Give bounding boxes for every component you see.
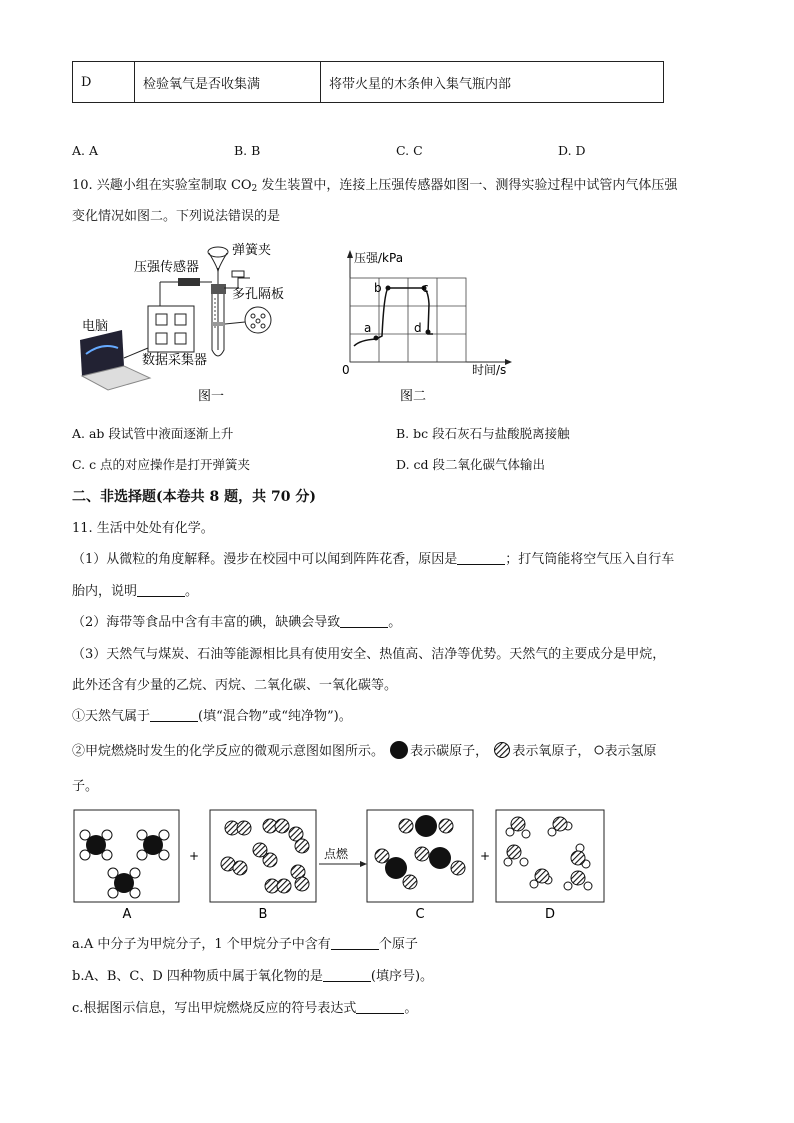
text: 个原子 [378, 937, 418, 952]
q11-sub-b [72, 965, 433, 984]
q10-option-b: B. bc 段石灰石与盐酸脱离接触 [396, 426, 570, 441]
point-label: b [374, 281, 382, 295]
plus-sign: + [189, 849, 200, 863]
label-sensor: 压强传感器 [134, 260, 200, 275]
q10-option-c: C. c 点的对应操作是打开弹簧夹 [72, 457, 251, 472]
q9-option-b: B. B [234, 143, 261, 158]
data-collector [148, 306, 194, 352]
box-label: C [415, 907, 425, 922]
reaction-diagram [72, 806, 612, 924]
text: 。 [185, 584, 199, 599]
answer-blank[interactable] [150, 709, 198, 722]
text: ；打气筒能将空气压入自行车 [505, 552, 675, 567]
label-plate: 多孔隔板 [232, 287, 285, 302]
q11-part3-line1: （3）天然气与煤炭、石油等能源相比具有使用安全、热值高、洁净等优势。天然气的主要成分是甲烷， [72, 647, 666, 662]
text: 表示碳原子， [410, 744, 489, 759]
porous-plate [212, 322, 224, 326]
answer-blank[interactable] [340, 615, 388, 628]
q10-option-a: A. ab 段试管中液面逐渐上升 [72, 426, 234, 441]
q9-option-d: D. D [558, 143, 586, 158]
text: 。 [404, 1001, 418, 1016]
q11-sub2-line1 [72, 740, 656, 759]
y-axis-label: 压强/kPa [354, 251, 404, 265]
point-label: c [422, 281, 429, 295]
answer-blank[interactable] [457, 552, 505, 565]
label-computer: 电脑 [82, 319, 109, 334]
point-label: d [414, 321, 422, 335]
text: a.A 中分子为甲烷分子，1 个甲烷分子中含有 [72, 937, 331, 952]
spring-clip [232, 271, 244, 277]
q10-stem-text: 发生装置中，连接上压强传感器如图一、测得实验过程中试管内气体压强 [257, 178, 678, 193]
box-label: B [258, 907, 268, 922]
figure-1-caption: 图一 [198, 389, 225, 404]
q9-option-c: C. C [396, 143, 423, 158]
table-cell: 将带火星的木条伸入集气瓶内部 [321, 62, 664, 103]
porous-plate-inset [245, 307, 271, 333]
arrow-label: 点燃 [324, 847, 349, 861]
box-label: A [122, 907, 132, 922]
table-cell: D [73, 62, 135, 103]
point-a [374, 336, 379, 341]
pointer-line [225, 322, 245, 324]
text: 表示氢原 [604, 744, 657, 759]
point-label: a [364, 321, 372, 335]
q10-stem-line2: 变化情况如图二。下列说法错误的是 [72, 209, 281, 224]
q11-part1-line1 [72, 548, 674, 567]
text: (填“混合物”或“纯净物”)。 [198, 709, 352, 724]
q10-option-d: D. cd 段二氧化碳气体输出 [396, 457, 545, 472]
point-d [426, 330, 431, 335]
q9-option-a: A. A [72, 143, 99, 158]
figure-2-graph [330, 244, 520, 408]
oxygen-atom-icon [492, 741, 512, 759]
text: 。 [388, 615, 402, 630]
pressure-curve [354, 288, 433, 346]
rubber-stopper [211, 284, 226, 294]
point-b [386, 286, 391, 291]
answer-blank[interactable] [137, 584, 185, 597]
q10-stem-line1 [72, 174, 677, 194]
text: b.A、B、C、D 四种物质中属于氧化物的是 [72, 969, 323, 984]
q11-sub-a [72, 933, 418, 952]
hydrogen-atom-icon [594, 744, 604, 756]
answer-blank[interactable] [356, 1001, 404, 1014]
arrow-head [360, 861, 367, 867]
answer-blank[interactable] [331, 937, 379, 950]
text: ①天然气属于 [72, 709, 151, 724]
text: （2）海带等食品中含有丰富的碘，缺碘会导致 [72, 615, 341, 630]
q11-part3-line2: 此外还含有少量的乙烷、丙烷、二氧化碳、一氧化碳等。 [72, 678, 398, 693]
pressure-sensor [178, 278, 200, 286]
figure-1-apparatus [72, 238, 312, 408]
text: c.根据图示信息，写出甲烷燃烧反应的符号表达式 [72, 1001, 357, 1016]
text: 表示氧原子， [512, 744, 591, 759]
text: 胎内，说明 [72, 584, 138, 599]
answer-table [72, 61, 664, 103]
answer-blank[interactable] [323, 969, 371, 982]
figure-2-caption: 图二 [400, 389, 427, 404]
text: ②甲烷燃烧时发生的化学反应的微观示意图如图所示。 [72, 744, 385, 759]
plus-sign: + [480, 849, 491, 863]
q11-stem: 11. 生活中处处有化学。 [72, 521, 214, 536]
grid [350, 278, 466, 362]
label-collector: 数据采集器 [142, 353, 208, 368]
section-title: 二、非选择题(本卷共 8 题，共 70 分) [72, 489, 316, 505]
origin-label: 0 [342, 363, 350, 377]
carbon-atom-icon [388, 741, 410, 759]
text: (填序号)。 [370, 969, 434, 984]
q10-stem-text: 10. 兴趣小组在实验室制取 CO [72, 178, 252, 193]
text: （1）从微粒的角度解释。漫步在校园中可以闻到阵阵花香，原因是 [72, 552, 458, 567]
y-arrow [347, 250, 353, 258]
subscript: 2 [251, 184, 258, 194]
label-clip: 弹簧夹 [232, 243, 272, 258]
x-axis-label: 时间/s [472, 363, 507, 377]
q11-sub1 [72, 705, 352, 724]
box-label: D [544, 907, 556, 922]
q11-part1-line2 [72, 580, 198, 599]
table-row [73, 62, 664, 103]
q11-sub-c [72, 997, 417, 1016]
q11-sub2-line2: 子。 [72, 779, 99, 794]
q11-part2 [72, 611, 401, 630]
table-cell: 检验氧气是否收集满 [135, 62, 321, 103]
